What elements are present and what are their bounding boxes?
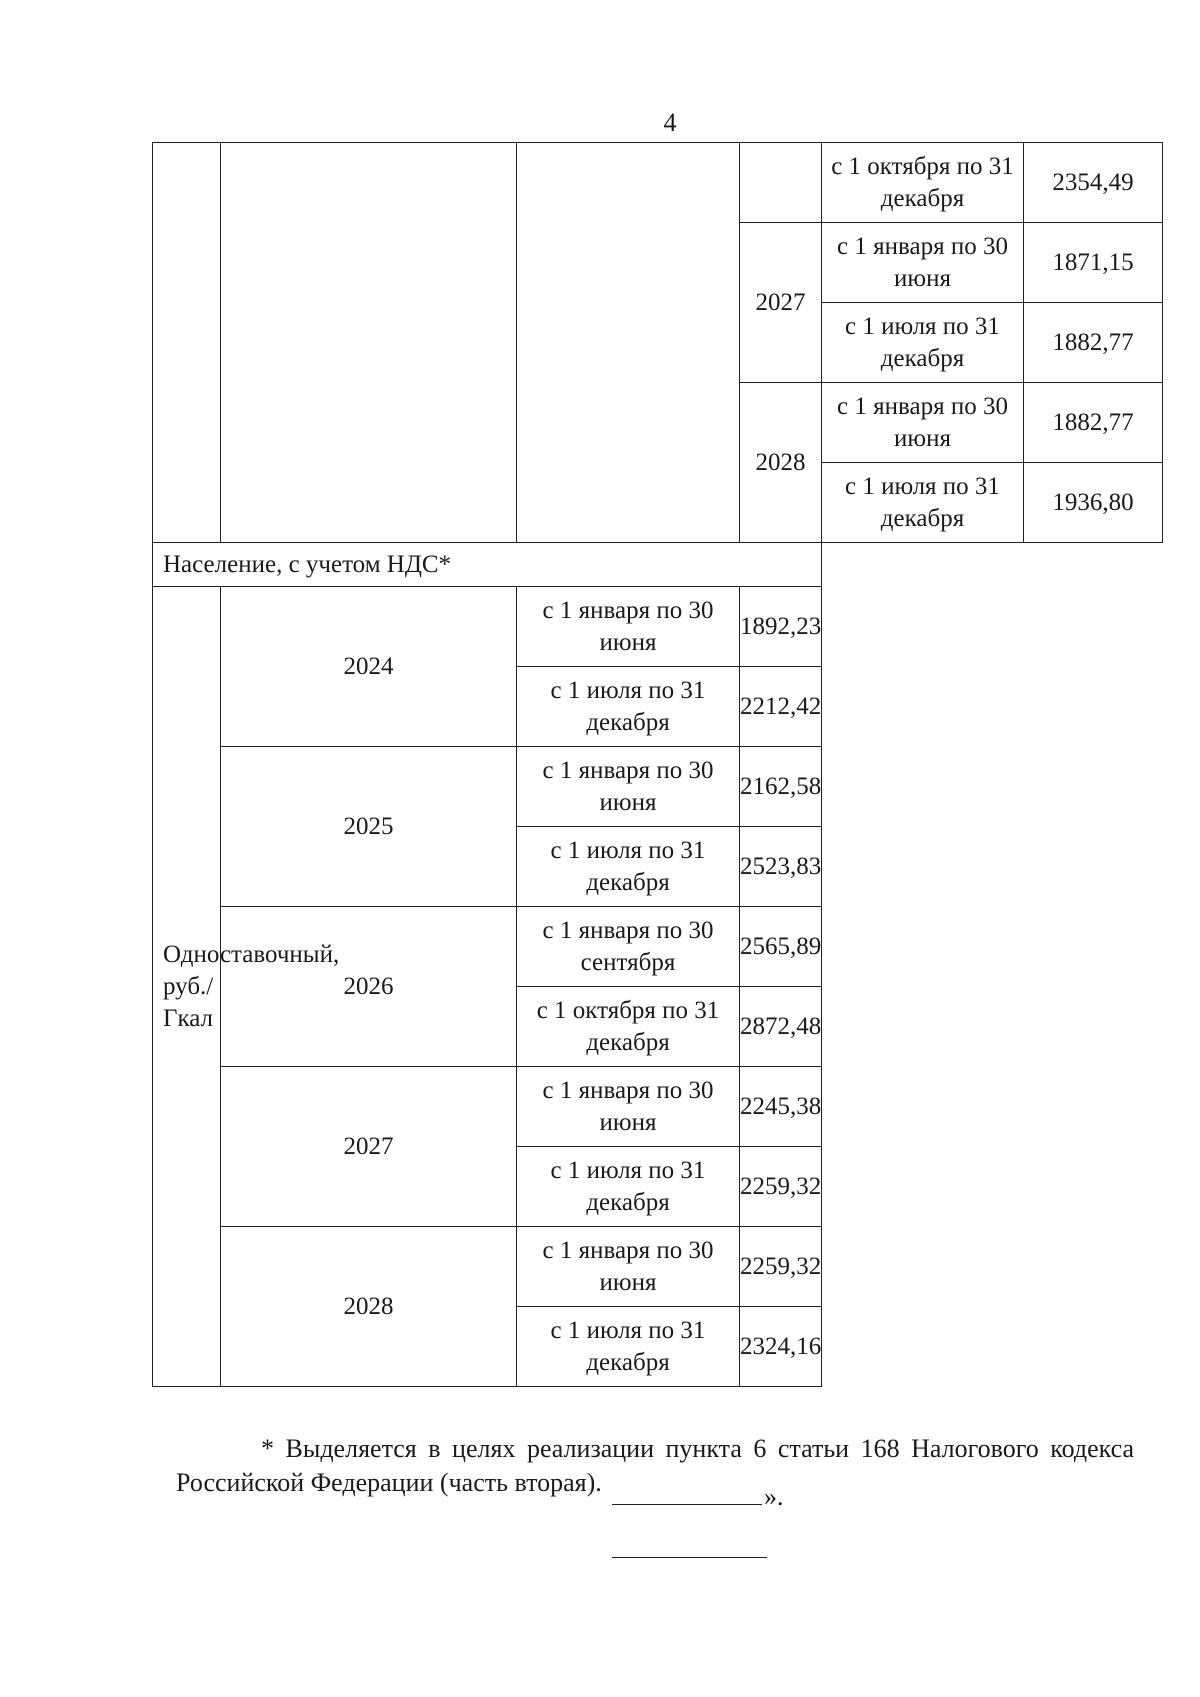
period-cell: с 1 октября по 31 декабря — [517, 987, 740, 1067]
tariff-type-cell-upper — [517, 143, 740, 543]
year-cell: 2024 — [221, 587, 517, 747]
year-cell: 2028 — [740, 383, 822, 543]
period-cell: с 1 июля по 31 декабря — [517, 1147, 740, 1227]
tariff-value-cell: 2259,32 — [740, 1227, 822, 1307]
tariff-value-cell: 1882,77 — [1024, 303, 1163, 383]
tariff-value-cell: 2354,49 — [1024, 143, 1163, 223]
table-row — [153, 1067, 1163, 1147]
year-cell: 2027 — [221, 1067, 517, 1227]
period-cell: с 1 января по 30 июня — [517, 1227, 740, 1307]
table-row — [153, 143, 1163, 223]
year-cell: 2026 — [221, 907, 517, 1067]
table-row — [153, 747, 1163, 827]
index-cell — [153, 143, 221, 543]
section-label: Население, с учетом НДС* — [153, 543, 822, 587]
period-cell: с 1 января по 30 сентября — [517, 907, 740, 987]
period-cell: с 1 июля по 31 декабря — [822, 303, 1024, 383]
table-row — [153, 587, 1163, 667]
period-cell: с 1 января по 30 июня — [517, 1067, 740, 1147]
tariff-value-cell: 1936,80 — [1024, 463, 1163, 543]
period-cell: с 1 января по 30 июня — [517, 587, 740, 667]
closing-line — [612, 1504, 762, 1505]
period-cell: с 1 июля по 31 декабря — [517, 667, 740, 747]
tariff-type-cell: Одноставочный, руб./Гкал — [153, 587, 221, 1387]
year-cell: 2028 — [221, 1227, 517, 1387]
tariff-value-cell: 2245,38 — [740, 1067, 822, 1147]
year-cell — [740, 143, 822, 223]
period-cell: с 1 октября по 31 декабря — [822, 143, 1024, 223]
tariff-value-cell: 2324,16 — [740, 1307, 822, 1387]
footnote: * Выделяется в целях реализации пункта 6 статьи 168 Налогового кодекса Российской Федерации (часть вторая). — [176, 1434, 1134, 1497]
period-cell: с 1 января по 30 июня — [517, 747, 740, 827]
tariff-value-cell: 2212,42 — [740, 667, 822, 747]
tariff-value-cell: 2565,89 — [740, 907, 822, 987]
period-cell: с 1 января по 30 июня — [822, 223, 1024, 303]
tariff-value-cell: 2523,83 — [740, 827, 822, 907]
year-cell: 2025 — [221, 747, 517, 907]
tariff-value-cell: 1892,23 — [740, 587, 822, 667]
tariff-value-cell: 1871,15 — [1024, 223, 1163, 303]
period-cell: с 1 июля по 31 декабря — [517, 1307, 740, 1387]
section-row — [153, 543, 1163, 587]
end-divider-line — [612, 1557, 767, 1558]
table-row — [153, 1227, 1163, 1307]
organization-cell — [221, 143, 517, 543]
year-cell: 2027 — [740, 223, 822, 383]
tariff-value-cell: 2872,48 — [740, 987, 822, 1067]
tariff-value-cell: 2162,58 — [740, 747, 822, 827]
period-cell: с 1 января по 30 июня — [822, 383, 1024, 463]
page-number: 4 — [663, 108, 677, 137]
tariff-table — [152, 142, 1163, 1387]
period-cell: с 1 июля по 31 декабря — [517, 827, 740, 907]
tariff-value-cell: 2259,32 — [740, 1147, 822, 1227]
tariff-value-cell: 1882,77 — [1024, 383, 1163, 463]
closing-quote-mark: ». — [764, 1482, 784, 1511]
period-cell: с 1 июля по 31 декабря — [822, 463, 1024, 543]
